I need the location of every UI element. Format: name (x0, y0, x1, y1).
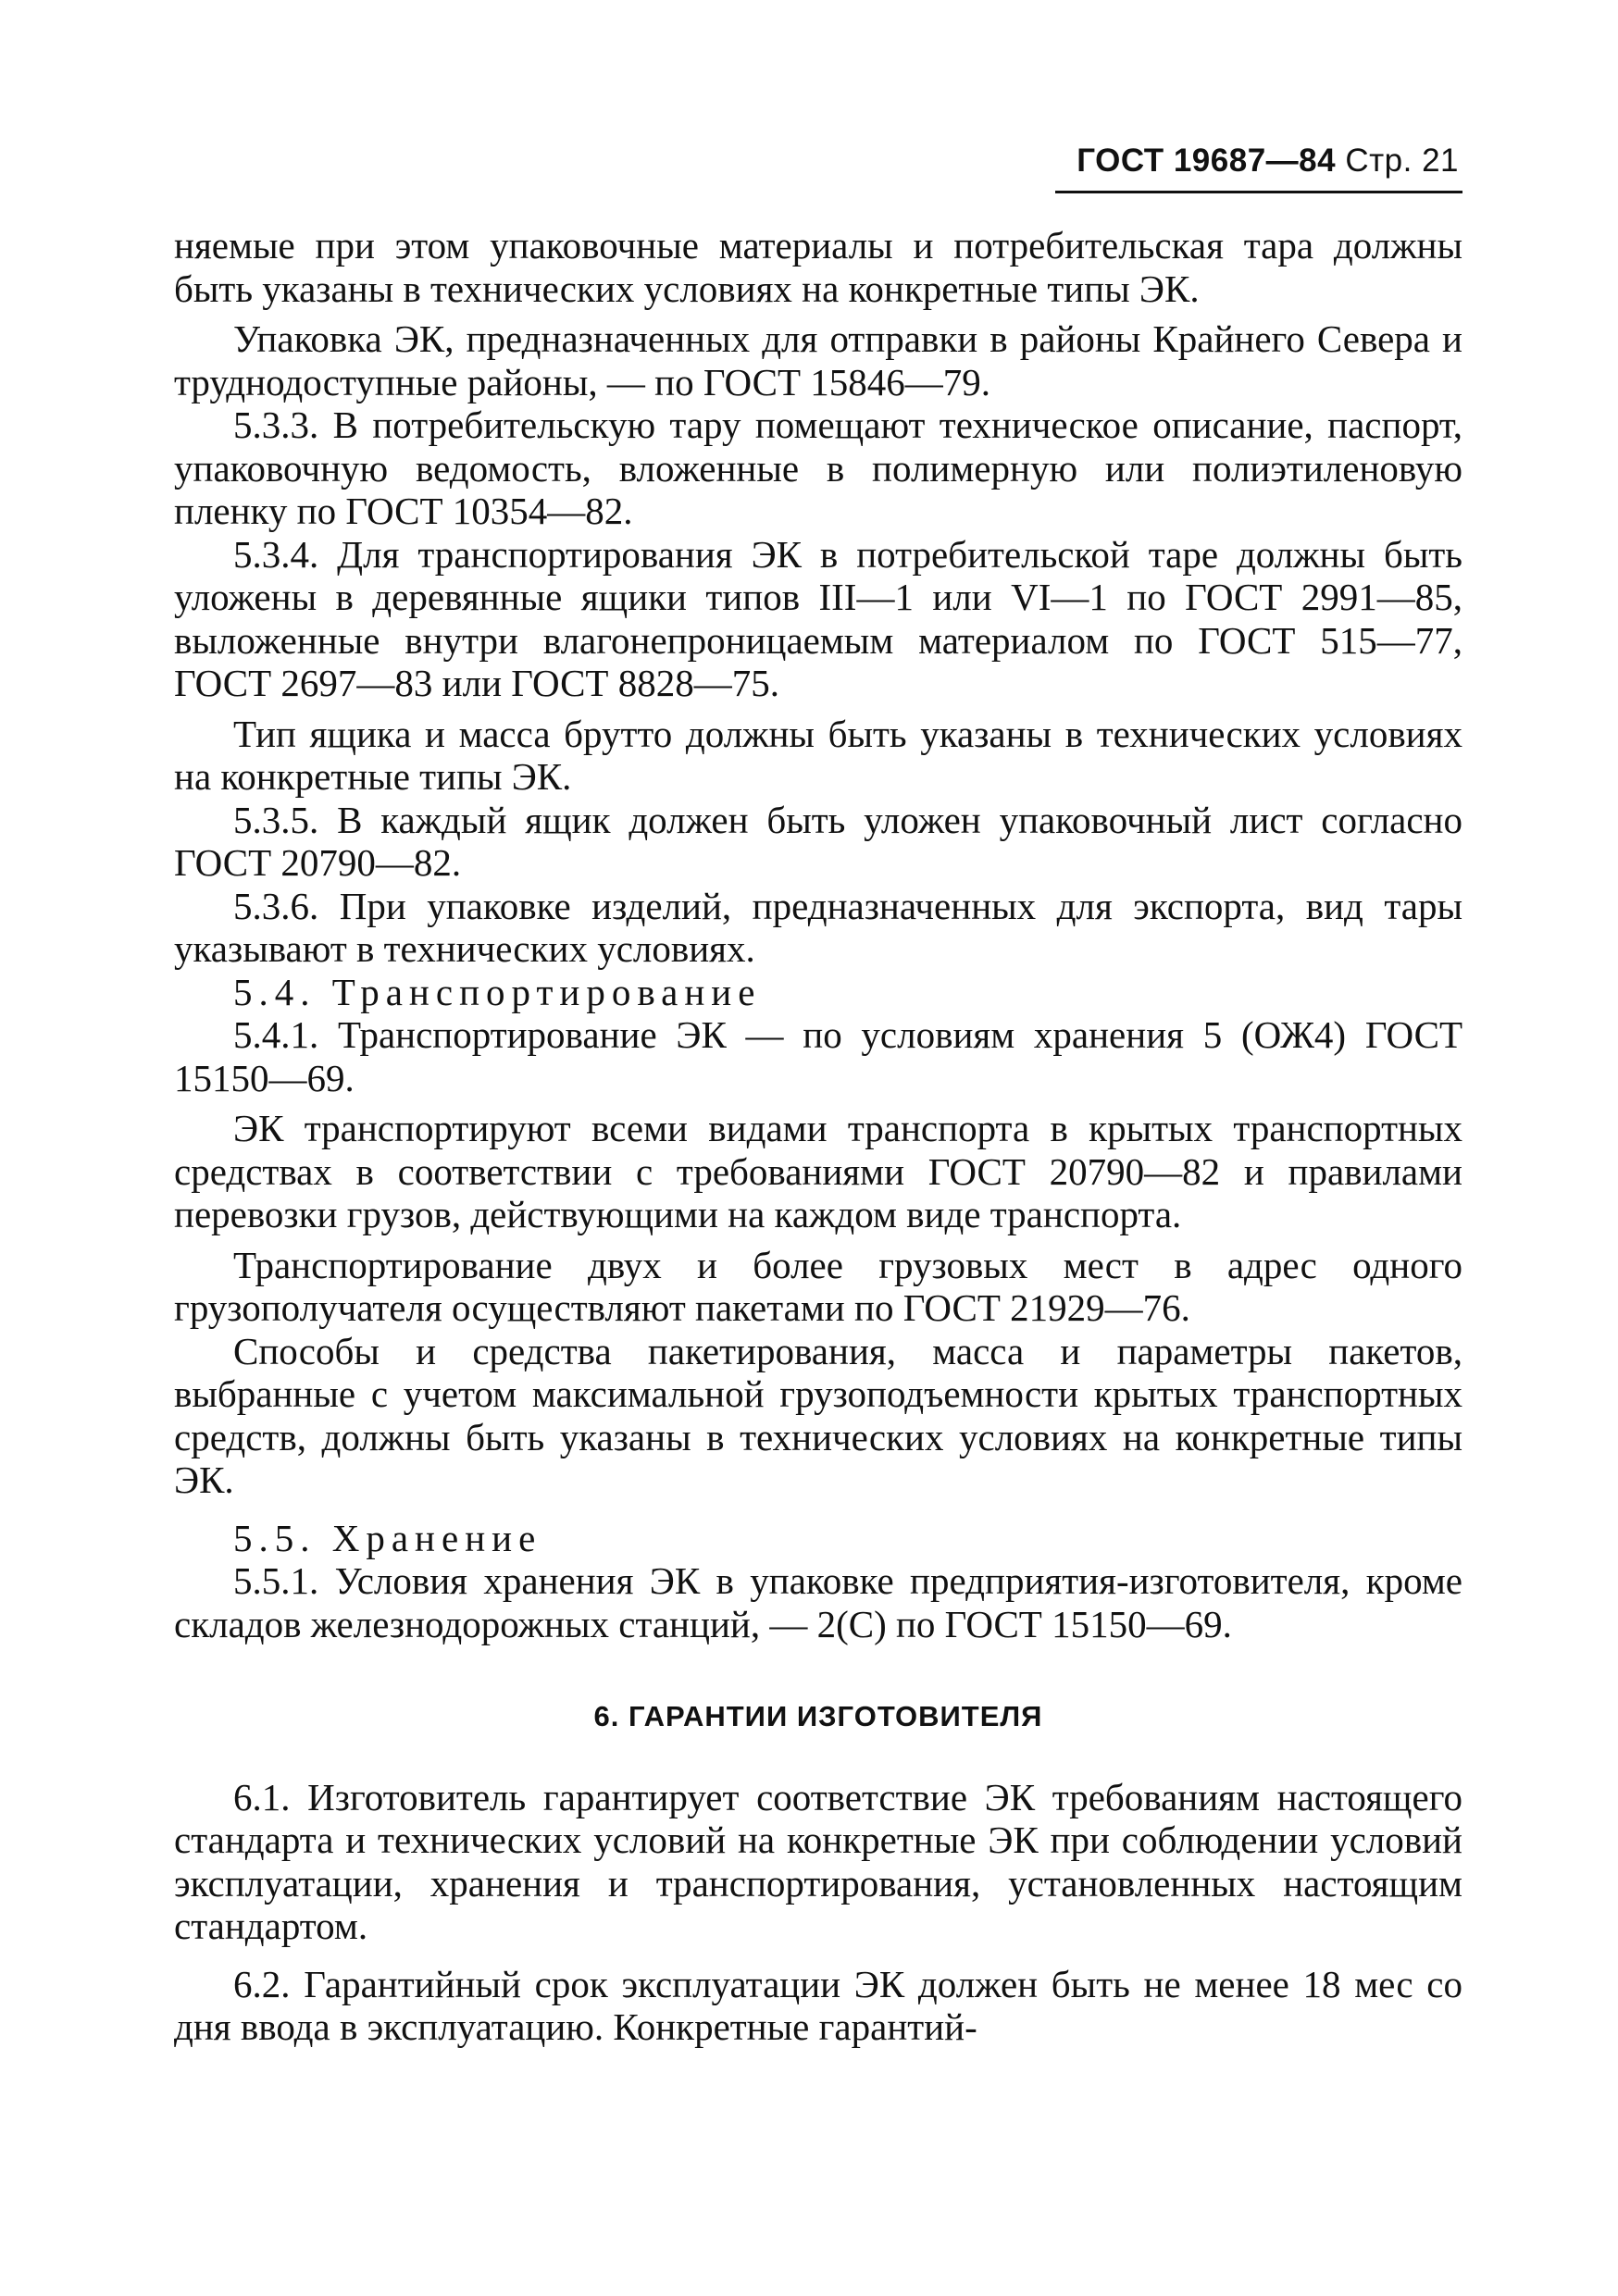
paragraph: Транспортирование двух и более грузовых мест в адрес одного грузополучателя осуществляют пакетами по ГОСТ 21929—76. (174, 1243, 1462, 1329)
paragraph: Тип ящика и масса брутто должны быть указаны в технических условиях на конкретные типы ЭК. (174, 712, 1462, 798)
clause-6-2: 6.2. Гарантийный срок эксплуатации ЭК должен быть не менее 18 мес со дня ввода в эксплуатацию. Конкретные гарантий- (174, 1962, 1462, 2048)
section-title-manufacturer-warranty: 6. ГАРАНТИИ ИЗГОТОВИТЕЛЯ (593, 1700, 1043, 1732)
page-header (1063, 141, 1459, 181)
subsection-heading-transport: 5.4. Транспортирование (233, 970, 762, 1013)
clause-5-3-3: 5.3.3. В потребительскую тару помещают техническое описание, паспорт, упаковочную ведомость, вложенные в полимерную или полиэтиленовую пленку по ГОСТ 10354—82. (174, 403, 1462, 532)
clause-5-4-1: 5.4.1. Транспортирование ЭК — по условиям хранения 5 (ОЖ4) ГОСТ 15150—69. (174, 1013, 1462, 1099)
clause-5-3-5: 5.3.5. В каждый ящик должен быть уложен упаковочный лист согласно ГОСТ 20790—82. (174, 798, 1462, 884)
paragraph: Упаковка ЭК, предназначенных для отправки в районы Крайнего Севера и труднодоступные районы, — по ГОСТ 15846—79. (174, 317, 1462, 403)
clause-6-1: 6.1. Изготовитель гарантирует соответствие ЭК требованиям настоящего стандарта и технических условий на конкретные ЭК при соблюдении условий эксплуатации, хранения и транспортирования, установленных настоящим стандартом. (174, 1775, 1462, 1947)
standard-number: ГОСТ 19687—84 (1077, 143, 1337, 179)
document-body (174, 224, 1462, 2049)
paragraph: няемые при этом упаковочные материалы и потребительская тара должны быть указаны в технических условиях на конкретные типы ЭК. (174, 224, 1462, 310)
header-rule (1055, 191, 1462, 193)
clause-5-3-6: 5.3.6. При упаковке изделий, предназначенных для экспорта, вид тары указывают в технических условиях. (174, 884, 1462, 970)
page-number: Стр. 21 (1345, 143, 1459, 179)
subsection-heading-storage: 5.5. Хранение (233, 1516, 542, 1559)
paragraph: ЭК транспортируют всеми видами транспорта в крытых транспортных средствах в соответствии с требованиями ГОСТ 20790—82 и правилами перевозки грузов, действующими на каждом виде транспорта. (174, 1107, 1462, 1235)
clause-5-3-4: 5.3.4. Для транспортирования ЭК в потребительской таре должны быть уложены в деревянные ящики типов III—1 или VI—1 по ГОСТ 2991—85, выложенные внутри влагонепроницаемым материалом по ГОСТ 515—77, ГОСТ 2697—83 или ГОСТ 8828—75. (174, 532, 1462, 704)
clause-5-5-1: 5.5.1. Условия хранения ЭК в упаковке предприятия-изготовителя, кроме складов железнодорожных станций, — 2(С) по ГОСТ 15150—69. (174, 1559, 1462, 1645)
paragraph: Способы и средства пакетирования, масса и параметры пакетов, выбранные с учетом максимальной грузоподъемности крытых транспортных средств, должны быть указаны в технических условиях на конкретные типы ЭК. (174, 1329, 1462, 1501)
